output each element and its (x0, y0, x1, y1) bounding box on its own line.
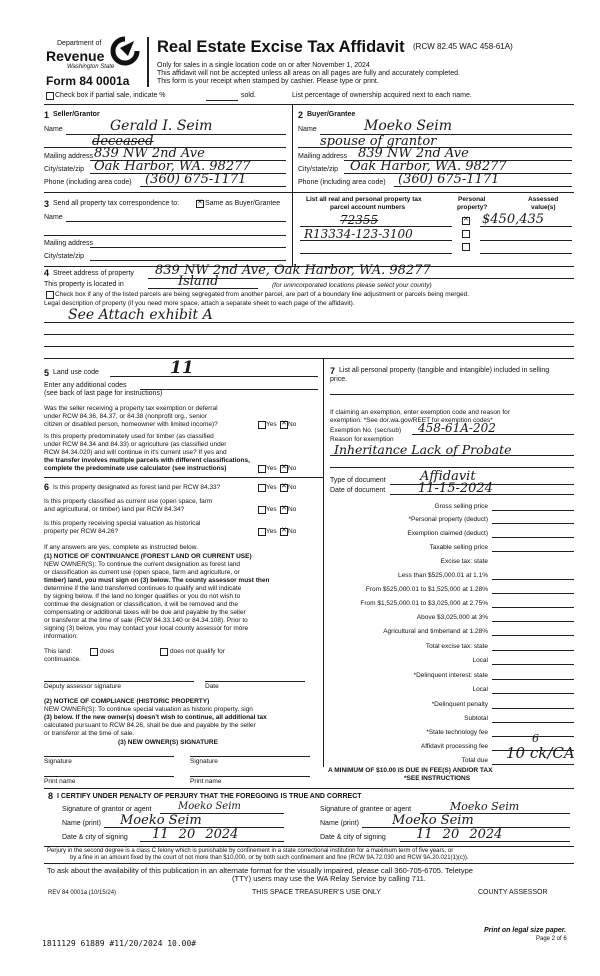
grantee-date: 11 20 2024 (416, 827, 503, 842)
grantor-date: 11 20 2024 (152, 827, 239, 842)
deputy-date-label: Date (205, 683, 219, 690)
personal-property-checkbox-3[interactable] (462, 243, 470, 251)
historical-question-2: property per RCW 84.26? (44, 528, 119, 535)
exemption-question-2: under RCW 84.36, 84.37, or 84.38 (nonprofit org., senior (44, 413, 207, 420)
grantor-name-label: Name (print) (62, 820, 101, 827)
seller-address: 839 NW 2nd Ave (94, 146, 205, 161)
seller-phone: (360) 675-1171 (145, 172, 247, 187)
buyer-city-label: City/state/zip (298, 166, 339, 173)
partial-sale-label: Check box if partial sale, indicate % (55, 92, 166, 99)
row-total-due: Total due (461, 757, 488, 764)
location-label: This property is located in (44, 281, 124, 288)
grantee-signature: Moeko Seim (450, 800, 520, 813)
perjury-notice-1: Perjury in the second degree is a class C felony which is punishable by confinement in a state correctional institution for a maximum term of five years, or (47, 848, 454, 854)
buyer-relation: spouse of grantor (320, 134, 437, 149)
notice-continuance-3: timber) land, you must sign on (3) below. The county assessor must then (44, 577, 270, 584)
legal-description-label: Legal description of property (if you need more space, attach a separate sheet to each page of the affidavit). (44, 300, 355, 307)
grantor-name: Moeko Seim (120, 813, 202, 828)
alt-format-2: (TTY) users may use the WA Relay Service by calling 711. (232, 874, 426, 883)
form-number: Form 84 0001a (46, 74, 130, 88)
seller-city-label: City/state/zip (44, 166, 85, 173)
exemption-number-label: Exemption No. (sec/sub) (330, 427, 402, 434)
notice-compliance-3: calculated pursuant to RCW 84.26, shall be due and payable by the seller (44, 722, 256, 729)
notice-compliance-4: or transferor at the time of sale. (44, 730, 135, 737)
county-assessor-label: COUNTY ASSESSOR (478, 889, 548, 896)
row-exemption-claimed: Exemption claimed (deduct) (407, 530, 488, 537)
street-address-label: Street address of property (53, 270, 134, 277)
row-subtotal: Subtotal (464, 715, 488, 722)
section-8-number: 8 (48, 791, 54, 801)
timber-yes-label: Yes (266, 465, 277, 472)
historical-question-1: Is this property receiving special valuation as historical (44, 520, 201, 527)
row-rate-1: Less than $525,000.01 at 1.1% (398, 572, 488, 579)
seller-address-label: Mailing address (44, 153, 94, 160)
header-note-1: Only for sales in a single location code on or after November 1, 2024 (157, 62, 370, 69)
document-date: 11-15-2024 (418, 481, 493, 496)
grantee-name-label: Name (print) (320, 820, 359, 827)
additional-codes-note: (see back of last page for instructions) (44, 390, 163, 397)
buyer-name-label: Name (298, 126, 317, 133)
exemption-claim-1: If claiming an exemption, enter exemption code and reason for (330, 409, 510, 416)
personal-header-1: Personal (458, 196, 486, 203)
buyer-title: Buyer/Grantee (307, 111, 356, 118)
buyer-address: 839 NW 2nd Ave (358, 146, 469, 161)
timber-question-3: RCW 84.34.020) and will continue in it's current use? If yes and (44, 449, 227, 456)
grantee-date-label: Date & city of signing (320, 834, 386, 841)
exemption-yes-label: Yes (266, 421, 277, 428)
seller-deceased: deceased (92, 134, 154, 149)
treasurer-use-label: THIS SPACE TREASURER'S USE ONLY (252, 889, 381, 896)
row-local-2: Local (472, 686, 488, 693)
forest-question: Is this property designated as forest land per RCW 84.33? (53, 484, 221, 491)
grantor-date-label: Date & city of signing (62, 834, 128, 841)
owner-print-label-2: Print name (190, 778, 222, 785)
personal-property-checkbox-1[interactable] (462, 217, 470, 225)
section-4-number: 4 (44, 268, 50, 278)
current-use-question-1: Is this property classified as current use (open space, farm (44, 498, 213, 505)
land-does-not-checkbox[interactable] (160, 648, 168, 656)
row-processing-fee: Affidavit processing fee (420, 743, 488, 750)
land-does-not-label: does not qualify for (170, 648, 225, 655)
personal-property-label-2: price. (330, 376, 348, 383)
continuance-label: continuance. (44, 656, 81, 663)
state-label: Washington State (67, 64, 115, 70)
notice-continuance-6: continue the designation or classification, it will be removed and the (44, 601, 239, 608)
buyer-city: Oak Harbor, WA. 98277 (350, 159, 507, 174)
dor-logo-icon (108, 36, 142, 66)
timber-no-label: No (288, 465, 297, 472)
current-use-question-2: and agricultural, or timber) land per RCW 84.34? (44, 506, 185, 513)
section-1-number: 1 (44, 110, 50, 120)
exemption-claim-2: exemption. *See dor.wa.gov/REET for exemption codes* (330, 417, 493, 424)
row-excise-tax-state: Excise tax: state (440, 558, 488, 565)
exemption-number: 458-61A-202 (418, 421, 496, 435)
legal-paper-note: Print on legal size paper. (484, 927, 567, 934)
form-title: Real Estate Excise Tax Affidavit (157, 38, 405, 56)
notice-continuance-1: NEW OWNER(S): To continue the current designation as forest land (44, 561, 241, 568)
segregated-label: Check box if any of the listed parcels are being segregated from another parcel, are part of a boundary line adjustment or parcels being merged. (55, 291, 470, 298)
row-local-1: Local (472, 657, 488, 664)
current-use-yes-checkbox[interactable] (258, 506, 266, 514)
exemption-no-checkbox[interactable] (280, 421, 288, 429)
corr-city-label: City/state/zip (44, 253, 85, 260)
buyer-name: Moeko Seim (364, 118, 453, 134)
parcel-header-2: parcel account numbers (330, 204, 406, 211)
current-use-yes-label: Yes (266, 506, 277, 513)
legal-description-value: See Attach exhibit A (68, 307, 213, 323)
partial-sale-checkbox[interactable] (46, 92, 54, 100)
exemption-reason: Inheritance Lack of Probate (334, 442, 512, 457)
if-yes-instruction: If any answers are yes, complete as instructed below. (44, 544, 198, 551)
dept-label: Department of (57, 40, 102, 47)
notice-continuance-10: information. (44, 633, 78, 640)
exemption-question-3: citizen or disabled person, homeowner with limited income)? (44, 421, 218, 428)
exemption-question-1: Was the seller receiving a property tax exemption or deferral (44, 405, 218, 412)
document-date-label: Date of document (330, 487, 386, 494)
segregated-checkbox[interactable] (46, 291, 54, 299)
this-land-label: This land: (44, 648, 73, 655)
minimum-due-notice: A MINIMUM OF $10.00 IS DUE IN FEE(S) AND/OR TAX (328, 767, 493, 774)
see-instructions: *SEE INSTRUCTIONS (404, 775, 471, 782)
property-county: Island (178, 274, 219, 289)
timber-question-2: under RCW 84.34 and 84.33) or agriculture (as classified under (44, 441, 227, 448)
timber-question-5: complete the predominate use calculator (see instructions) (44, 465, 227, 472)
personal-header-2: property? (457, 204, 488, 211)
grantor-signature-label: Signature of grantor or agent (62, 806, 152, 813)
row-delinquent-interest: *Delinquent interest: state (413, 672, 488, 679)
assessed-value: $450,435 (482, 212, 545, 227)
same-as-buyer-label: Same as Buyer/Grantee (205, 200, 281, 207)
row-delinquent-penalty: *Delinquent penalty (431, 701, 488, 708)
current-use-no-label: No (288, 506, 297, 513)
exemption-no-label: No (288, 421, 297, 428)
row-technology-fee: *State technology fee (426, 729, 488, 736)
parcel-number-1: 72355 (340, 213, 379, 227)
buyer-phone: (360) 675-1171 (398, 172, 500, 187)
seller-name: Gerald I. Seim (110, 118, 213, 134)
assessed-header-1: Assessed (528, 196, 559, 203)
notice-continuance-7: compensating or additional taxes will be due and payable by the seller (44, 609, 246, 616)
forest-yes-label: Yes (266, 484, 277, 491)
section-7-number: 7 (330, 366, 336, 376)
alt-format-1: To ask about the availability of this publication in an alternate format for the visually impaired, please call 360-705-6705. Teletype (47, 866, 473, 875)
row-taxable-selling-price: Taxable selling price (429, 544, 488, 551)
new-owner-signature-title: (3) NEW OWNER(S) SIGNATURE (118, 739, 218, 746)
personal-property-label-1: List all personal property (tangible and intangible) included in selling (339, 367, 550, 374)
location-note: (for unincorporated locations please select your county) (272, 282, 432, 289)
timber-question-1: Is this property predominately used for timber (as classified (44, 433, 214, 440)
historical-no-label: No (288, 528, 297, 535)
processing-fee-initials: 6 (532, 732, 539, 745)
partial-sale-suffix: sold. (241, 92, 256, 99)
seller-title: Seller/Grantor (53, 111, 100, 118)
parcel-header-1: List all real and personal property tax (306, 196, 422, 203)
row-rate-2: From $525,000.01 to $1,525,000 at 1.28% (365, 586, 488, 593)
row-rate-4: Above $3,025,000 at 3% (416, 614, 488, 621)
owner-signature-label-2: Signature (190, 758, 218, 765)
grantor-signature: Moeko Seim (178, 801, 241, 812)
page-number: Page 2 of 6 (536, 936, 567, 942)
owner-print-label-1: Print name (44, 778, 76, 785)
parcel-number-2: R13334-123-3100 (304, 227, 413, 241)
personal-property-checkbox-2[interactable] (462, 230, 470, 238)
land-does-label: does (100, 648, 115, 655)
correspondence-label: Send all property tax correspondence to: (53, 200, 180, 207)
deputy-signature-label: Deputy assessor signature (44, 683, 121, 690)
total-due-value: 10 ck/CA (506, 744, 575, 762)
exemption-yes-checkbox[interactable] (258, 421, 266, 429)
timber-question-4: the transfer involves multiple parcels with different classifications, (44, 457, 250, 464)
grantee-signature-label: Signature of grantee or agent (320, 806, 412, 813)
property-address: 839 NW 2nd Ave, Oak Harbor, WA. 98277 (155, 263, 431, 278)
historical-yes-checkbox[interactable] (258, 528, 266, 536)
seller-city: Oak Harbor, WA. 98277 (94, 159, 251, 174)
revision-label: REV 84 0001a (10/15/24) (48, 890, 117, 896)
forest-no-label: No (288, 484, 297, 491)
historical-no-checkbox[interactable] (280, 528, 288, 536)
corr-address-label: Mailing address (44, 240, 94, 247)
corr-name-label: Name (44, 214, 63, 221)
section-3-number: 3 (44, 199, 50, 209)
notice-compliance-title: (2) NOTICE OF COMPLIANCE (HISTORIC PROPERTY) (44, 698, 210, 705)
land-does-checkbox[interactable] (90, 648, 98, 656)
form-citation: (RCW 82.45 WAC 458-61A) (413, 42, 513, 51)
header-note-2: This affidavit will not be accepted unless all areas on all pages are fully and accurately completed. (157, 70, 460, 77)
additional-codes-label: Enter any additional codes (44, 382, 127, 389)
revenue-logo-text: Revenue (46, 48, 105, 64)
notice-continuance-4: determine if the land transferred continues to qualify and will indicate (44, 585, 242, 592)
buyer-address-label: Mailing address (298, 153, 348, 160)
buyer-phone-label: Phone (including area code) (298, 179, 386, 186)
notice-continuance-9: signing (3) below, you may contact your local county assessor for more (44, 625, 249, 632)
seller-name-label: Name (44, 126, 63, 133)
recording-stamp: 1811129 61889 #11/20/2024 10.00# (42, 939, 197, 948)
notice-continuance-2: or classification as current use (open space, farm and agriculture, or (44, 569, 240, 576)
land-use-label: Land use code (53, 369, 99, 376)
forest-no-checkbox[interactable] (280, 484, 288, 492)
same-as-buyer-checkbox[interactable] (196, 200, 204, 208)
row-total-excise-tax: Total excise tax: state (425, 643, 488, 650)
row-agricultural: Agricultural and timberland at 1.28% (383, 628, 488, 635)
notice-compliance-1: NEW OWNER(S): To continue special valuation as historic property, sign (44, 706, 253, 713)
document-type-label: Type of document (330, 477, 386, 484)
notice-continuance-5: by signing below. If the land no longer qualifies or you do not wish to (44, 593, 241, 600)
ownership-note: List percentage of ownership acquired next to each name. (292, 92, 472, 99)
forest-yes-checkbox[interactable] (258, 484, 266, 492)
perjury-notice-2: by a fine in an amount fixed by the court of not more than $10,000, or by both such confinement and fine (RCW 9A.72.030 and RCW 9A.20.021(1)(c)). (70, 855, 469, 861)
notice-compliance-2: (3) below. If the new owner(s) doesn't wish to continue, all additional tax (44, 714, 267, 721)
exemption-reason-label: Reason for exemption (330, 436, 394, 443)
seller-phone-label: Phone (including area code) (44, 179, 132, 186)
row-personal-property: *Personal property (deduct) (408, 516, 488, 523)
section-6-number: 6 (44, 482, 50, 492)
document-type: Affidavit (420, 469, 476, 484)
timber-no-checkbox[interactable] (280, 465, 288, 473)
row-gross-selling-price: Gross selling price (434, 503, 488, 510)
notice-continuance-title: (1) NOTICE OF CONTINUANCE (FOREST LAND OR CURRENT USE) (44, 553, 252, 560)
land-use-code: 11 (170, 358, 194, 378)
notice-continuance-8: or transferor at the time of sale (RCW 84.33.140 or 84.34.108). Prior to (44, 617, 248, 624)
timber-yes-checkbox[interactable] (258, 465, 266, 473)
historical-yes-label: Yes (266, 528, 277, 535)
row-rate-3: From $1,525,000.01 to $3,025,000 at 2.75% (360, 600, 488, 607)
certify-statement: I CERTIFY UNDER PENALTY OF PERJURY THAT THE FOREGOING IS TRUE AND CORRECT (57, 793, 362, 800)
header-note-3: This form is your receipt when stamped by cashier. Please type or print. (157, 78, 379, 85)
grantee-name: Moeko Seim (392, 813, 474, 828)
assessed-header-2: value(s) (531, 204, 556, 211)
current-use-no-checkbox[interactable] (280, 506, 288, 514)
section-5-number: 5 (44, 368, 50, 378)
section-2-number: 2 (298, 110, 304, 120)
owner-signature-label-1: Signature (44, 758, 72, 765)
